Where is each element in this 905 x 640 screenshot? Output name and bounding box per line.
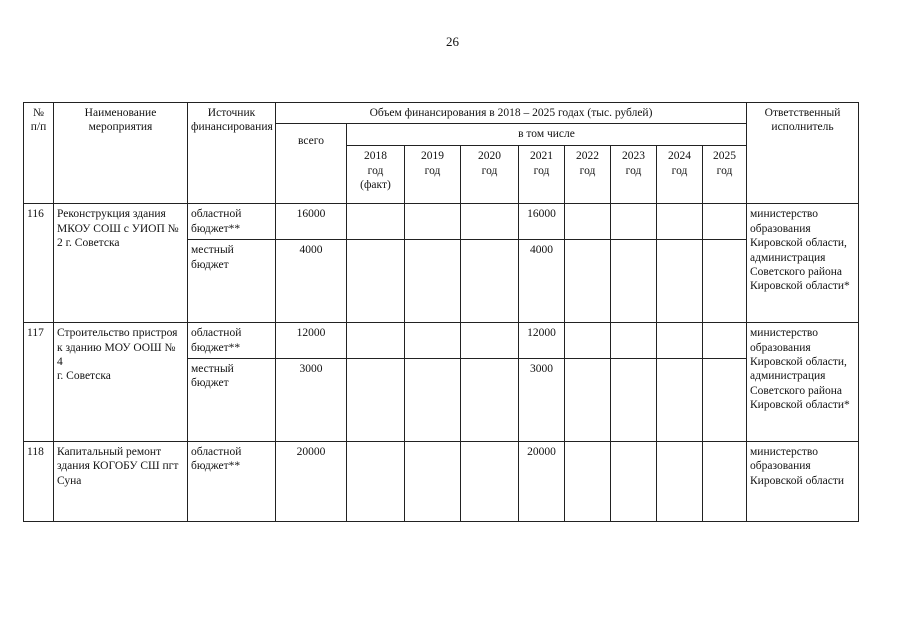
row-source: областной бюджет**	[188, 441, 276, 521]
header-year-2020: 2020 год	[461, 146, 519, 204]
row-year-2022	[565, 204, 611, 240]
header-volume: Объем финансирования в 2018 – 2025 годах (тыс. рублей)	[276, 103, 747, 124]
header-source: Источник финансирования	[188, 103, 276, 204]
row-year-2023	[611, 358, 657, 441]
table-row	[24, 441, 859, 521]
row-year-2020	[461, 323, 519, 359]
row-year-2024	[657, 441, 703, 521]
header-responsible: Ответственный исполнитель	[747, 103, 859, 204]
row-total: 3000	[276, 358, 347, 441]
row-year-2025	[703, 240, 747, 323]
row-year-2019	[405, 240, 461, 323]
header-including: в том числе	[347, 124, 747, 146]
row-year-2020	[461, 441, 519, 521]
row-year-2021: 12000	[519, 323, 565, 359]
row-year-2024	[657, 358, 703, 441]
row-total: 20000	[276, 441, 347, 521]
row-year-2022	[565, 358, 611, 441]
row-year-2019	[405, 204, 461, 240]
row-num: 118	[24, 441, 54, 521]
row-total: 12000	[276, 323, 347, 359]
row-year-2018	[347, 358, 405, 441]
row-source: местный бюджет	[188, 240, 276, 323]
header-name: Наименование мероприятия	[54, 103, 188, 204]
row-year-2021: 4000	[519, 240, 565, 323]
header-year-2021: 2021 год	[519, 146, 565, 204]
row-year-2018	[347, 323, 405, 359]
row-year-2023	[611, 323, 657, 359]
row-year-2023	[611, 441, 657, 521]
row-year-2023	[611, 204, 657, 240]
row-year-2025	[703, 323, 747, 359]
row-num: 117	[24, 323, 54, 442]
row-num: 116	[24, 204, 54, 323]
header-year-2023: 2023 год	[611, 146, 657, 204]
row-total: 16000	[276, 204, 347, 240]
row-year-2019	[405, 358, 461, 441]
row-year-2018	[347, 240, 405, 323]
row-year-2018	[347, 441, 405, 521]
row-year-2025	[703, 204, 747, 240]
row-source: областной бюджет**	[188, 323, 276, 359]
table-row	[24, 204, 859, 240]
row-year-2022	[565, 240, 611, 323]
header-year-2024: 2024 год	[657, 146, 703, 204]
row-total: 4000	[276, 240, 347, 323]
row-year-2021: 3000	[519, 358, 565, 441]
row-year-2020	[461, 358, 519, 441]
table-row	[24, 323, 859, 359]
row-year-2024	[657, 323, 703, 359]
page-number: 26	[446, 34, 459, 49]
row-name: Реконструкция здания МКОУ СОШ с УИОП № 2 г. Советска	[54, 204, 188, 323]
header-year-2022: 2022 год	[565, 146, 611, 204]
row-year-2022	[565, 441, 611, 521]
row-source: местный бюджет	[188, 358, 276, 441]
row-responsible: министерство образования Кировской области, администрация Советского района Кировской области*	[747, 204, 859, 323]
header-total: всего	[276, 124, 347, 204]
header-year-2025: 2025 год	[703, 146, 747, 204]
row-year-2025	[703, 441, 747, 521]
header-year-2019: 2019 год	[405, 146, 461, 204]
row-year-2020	[461, 240, 519, 323]
row-responsible: министерство образования Кировской области	[747, 441, 859, 521]
row-year-2021: 16000	[519, 204, 565, 240]
row-year-2021: 20000	[519, 441, 565, 521]
row-year-2023	[611, 240, 657, 323]
row-year-2020	[461, 204, 519, 240]
header-num: № п/п	[24, 103, 54, 204]
row-year-2018	[347, 204, 405, 240]
row-responsible: министерство образования Кировской области, администрация Советского района Кировской области*	[747, 323, 859, 442]
row-year-2024	[657, 204, 703, 240]
row-year-2022	[565, 323, 611, 359]
row-source: областной бюджет**	[188, 204, 276, 240]
row-name: Капитальный ремонт здания КОГОБУ СШ пгт Суна	[54, 441, 188, 521]
row-year-2019	[405, 441, 461, 521]
header-year-2018: 2018 год (факт)	[347, 146, 405, 204]
financing-table	[23, 102, 859, 522]
row-name: Строительство пристроя к зданию МОУ ООШ № 4 г. Советска	[54, 323, 188, 442]
row-year-2019	[405, 323, 461, 359]
row-year-2024	[657, 240, 703, 323]
row-year-2025	[703, 358, 747, 441]
